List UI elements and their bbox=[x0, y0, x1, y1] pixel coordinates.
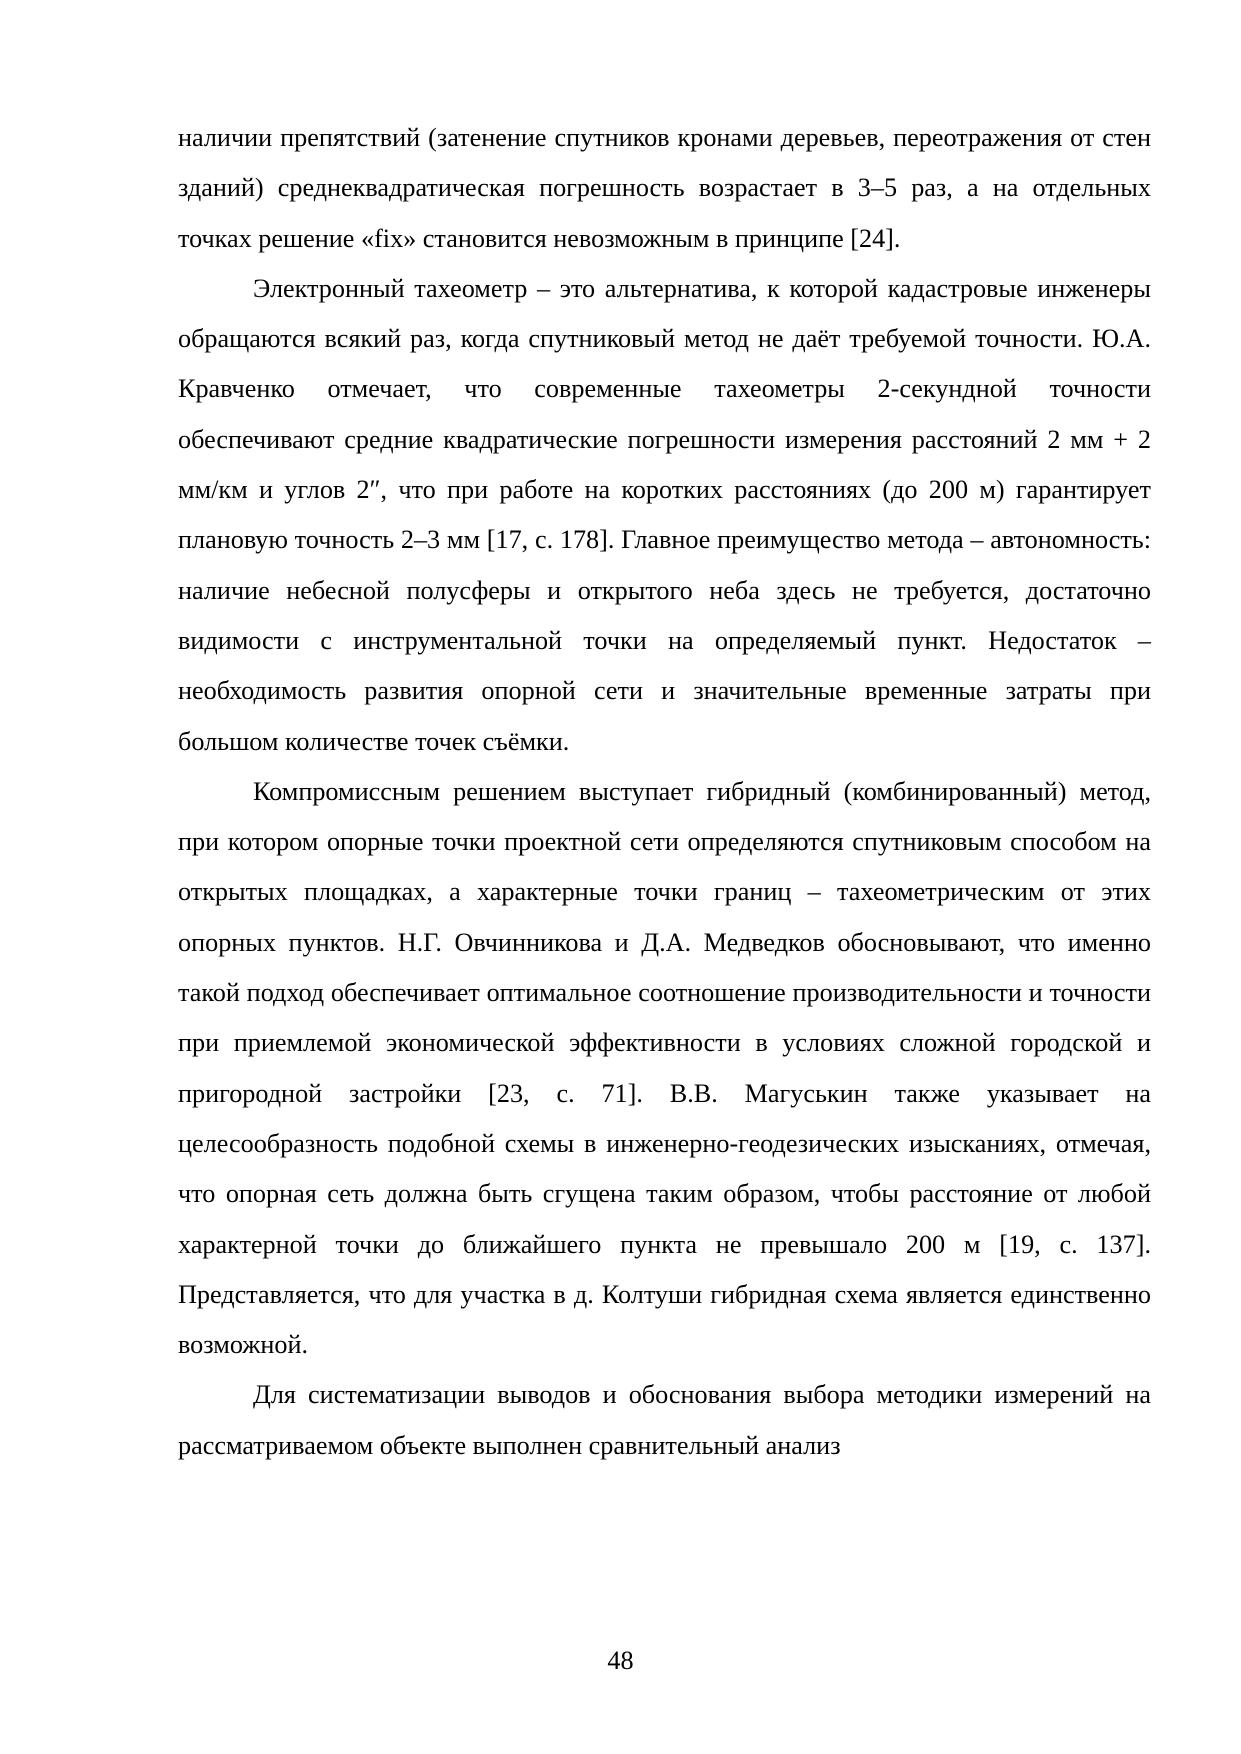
paragraph-hybrid-method: Компромиссным решением выступает гибридный (комбинированный) метод, при котором опорные точки проектной сети определяются спутниковым способом на открытых площадках, а характерные точки границ – тахеометрическим от этих опорных пунктов. Н.Г. Овчинникова и Д.А. Медведков обосновывают, что именно такой подход обеспечивает оптимальное соотношение производительности и точности при приемлемой экономической эффективности в условиях сложной городской и пригородной застройки [23, с. 71]. В.В. Магуськин также указывает на целесообразность подобной схемы в инженерно-геодезических изысканиях, отмечая, что опорная сеть должна быть сгущена таким образом, чтобы расстояние от любой характерной точки до ближайшего пункта не превышало 200 м [19, с. 137]. Представляется, что для участка в д. Колтуши гибридная схема является единственно возможной. bbox=[178, 776, 1151, 1360]
body-text bbox=[178, 113, 1151, 1471]
page-number: 48 bbox=[607, 1646, 634, 1675]
paragraph-comparative-analysis: Для систематизации выводов и обоснования выбора методики измерений на рассматриваемом объекте выполнен сравнительный анализ bbox=[178, 1380, 1151, 1460]
paragraph-electronic-tacheometer: Электронный тахеометр – это альтернатива, к которой кадастровые инженеры обращаются всякий раз, когда спутниковый метод не даёт требуемой точности. Ю.А. Кравченко отмечает, что современные тахеометры 2-секундной точности обеспечивают средние квадратические погрешности измерения расстояний 2 мм + 2 мм/км и углов 2″, что при работе на коротких расстояниях (до 200 м) гарантирует плановую точность 2–3 мм [17, с. 178]. Главное преимущество метода – автономность: наличие небесной полусферы и открытого неба здесь не требуется, достаточно видимости с инструментальной точки на определяемый пункт. Недостаток – необходимость развития опорной сети и значительные временные затраты при большом количестве точек съёмки. bbox=[178, 273, 1151, 756]
paragraph-continued: наличии препятствий (затенение спутников кронами деревьев, переотражения от стен зданий) среднеквадратическая погрешность возрастает в 3–5 раз, а на отдельных точках решение «fix» становится невозможным в принципе [24]. bbox=[178, 123, 1151, 253]
